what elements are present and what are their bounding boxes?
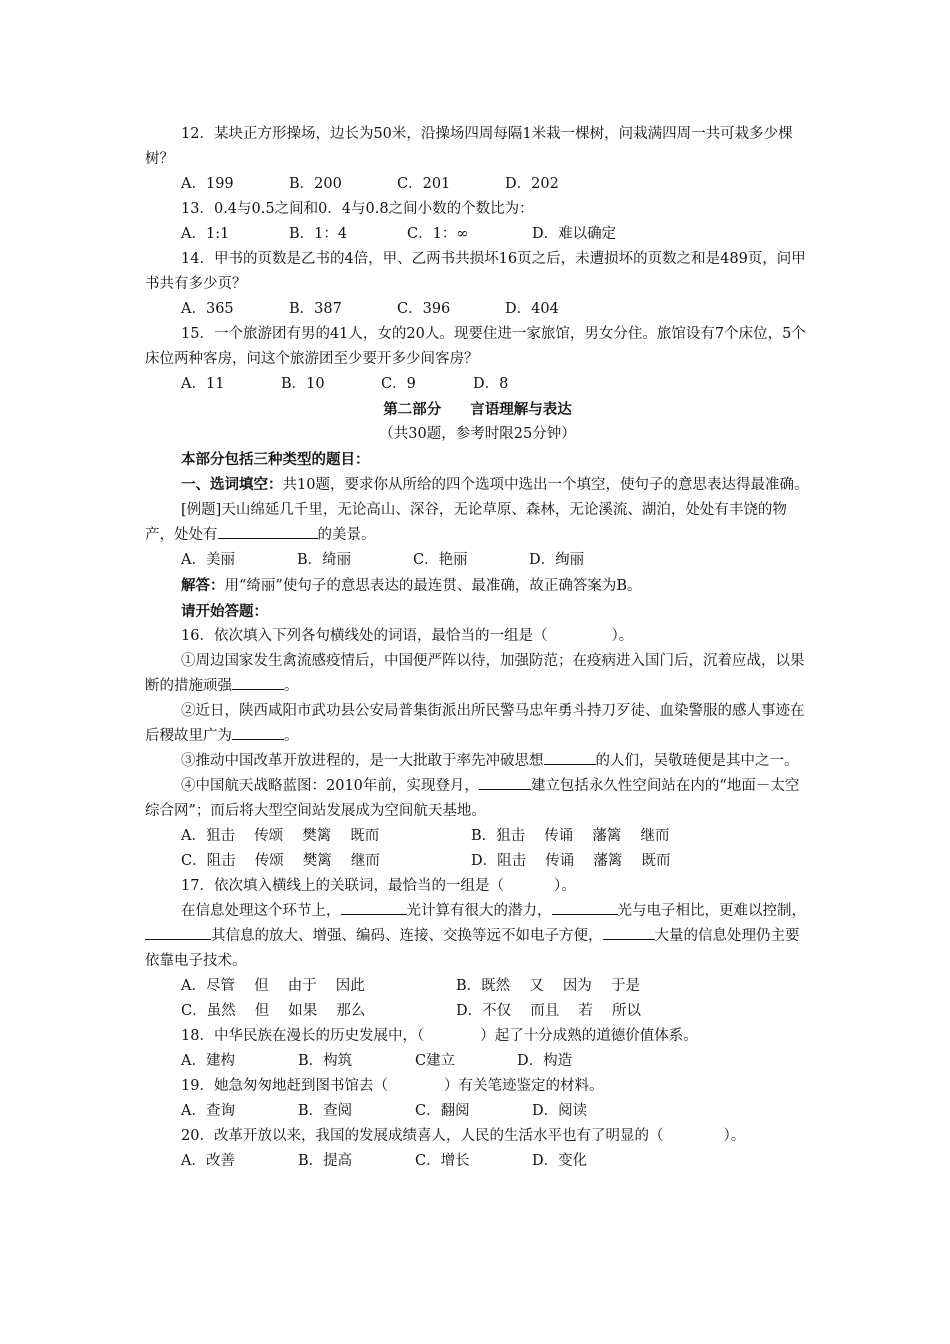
q17-option-c: C．虽然 但 如果 那么 <box>181 1003 366 1019</box>
example-option-c: C．艳丽 <box>413 552 468 568</box>
example-blank <box>218 523 318 539</box>
q17-stem <box>145 874 810 899</box>
start-prompt: 请开始答题： <box>181 603 268 620</box>
q13-option-d: D．难以确定 <box>532 226 617 242</box>
q19-option-c: C．翻阅 <box>415 1103 470 1119</box>
type1-description <box>145 472 810 498</box>
section-intro: 本部分包括三种类型的题目： <box>181 451 370 468</box>
q12-stem: 12．某块正方形操场，边长为50米，沿操场四周每隔1米栽一棵树，问栽满四周一共可栽多少棵树？ <box>145 126 793 167</box>
q20-stem-end: ）。 <box>723 1128 746 1144</box>
q18-stem <box>145 1024 810 1049</box>
q17-options-row-2 <box>145 999 810 1024</box>
q16-s3-blank <box>544 749 596 765</box>
example-answer <box>145 573 810 599</box>
q14-stem: 14．甲书的页数是乙书的4倍，甲、乙两书共损坏16页之后，未遭损坏的页数之和是489页，问甲书共有多少页？ <box>145 251 806 292</box>
q16-s4-end: 建立包括永久性空间站在内的“地面－太空综合网”；而后将大型空间站发展成为空间航天基地。 <box>145 778 800 819</box>
q16-s4-blank <box>479 774 531 790</box>
type1-label: 一、选词填空： <box>181 476 283 493</box>
example-options <box>145 548 810 573</box>
q16-options-row-1 <box>145 824 810 849</box>
q17-stem-text: 17．依次填入横线上的关联词，最恰当的一组是（ <box>181 878 504 894</box>
q15-option-b: B．10 <box>281 376 325 392</box>
q16-stem-end: ）。 <box>611 628 634 644</box>
q12-option-c: C．201 <box>397 176 451 192</box>
q17-blank-2 <box>552 899 618 915</box>
q17-stem-end: ）。 <box>553 878 576 894</box>
q19-stem <box>145 1074 810 1099</box>
q19-option-d: D．阅读 <box>532 1103 588 1119</box>
q16-s1-end: 。 <box>284 678 299 694</box>
q16-stem-text: 16．依次填入下列各句横线处的词语，最恰当的一组是（ <box>181 628 548 644</box>
q16-s1-blank <box>232 674 284 690</box>
q15-options <box>145 372 810 397</box>
q14-options <box>145 297 810 322</box>
q17-option-a: A．尽管 但 由于 因此 <box>181 978 365 994</box>
q15-stem: 15．一个旅游团有男的41人，女的20人。现要住进一家旅馆，男女分住。旅馆设有7个床位，5个床位两种客房，问这个旅游团至少要开多少间客房？ <box>145 326 806 367</box>
q12-option-d: D．202 <box>505 176 559 192</box>
q17-options-row-1 <box>145 974 810 999</box>
type1-text: 共10题，要求你从所给的四个选项中选出一个填空，使句子的意思表达得最准确。 <box>282 477 809 493</box>
q18-stem-text: 18．中华民族在漫长的历史发展中，（ <box>181 1028 425 1044</box>
q16-stem <box>145 624 810 649</box>
q19-stem-text: 19．她急匆匆地赶到图书馆去（ <box>181 1078 388 1094</box>
q12-options <box>145 172 810 197</box>
example-option-a: A．美丽 <box>181 552 235 568</box>
q20-option-a: A．改善 <box>181 1153 235 1169</box>
q20-option-d: D．变化 <box>532 1153 588 1169</box>
q16-s2-blank <box>232 724 284 740</box>
q17-text-4: 其信息的放大、增强、编码、连接、交换等远不如电子方便， <box>211 928 603 944</box>
q13-options <box>145 222 810 247</box>
q16-sentence-1 <box>145 649 810 699</box>
document-page <box>145 122 810 1174</box>
q18-option-a: A．建构 <box>181 1053 235 1069</box>
q13-option-c: C．1：∞ <box>407 226 469 242</box>
q14-option-b: B．387 <box>289 301 342 317</box>
answer-label: 解答： <box>181 577 225 594</box>
q17-blank-3 <box>145 924 211 940</box>
example-text-b: 的美景。 <box>317 527 376 543</box>
q19-options <box>145 1099 810 1124</box>
section-title: 第二部分 言语理解与表达 <box>383 401 572 418</box>
q17-text-5: 大量的信息处理仍主要依靠电子技术。 <box>145 928 800 969</box>
q13-option-b: B．1：4 <box>289 226 348 242</box>
q16-s2-end: 。 <box>284 728 299 744</box>
q18-options <box>145 1049 810 1074</box>
q16-s2-text: ②近日，陕西咸阳市武功县公安局普集街派出所民警马忠年勇斗持刀歹徒、血染警服的感人事迹在后稷故里广为 <box>145 703 805 744</box>
q13-stem: 13．0.4与0.5之间和0．4与0.8之间小数的个数比为： <box>181 201 534 217</box>
q19-stem-end: ）有关笔迹鉴定的材料。 <box>443 1078 604 1094</box>
q12-option-b: B．200 <box>289 176 342 192</box>
example-option-d: D．绚丽 <box>529 552 585 568</box>
q16-s3-end: 的人们，吴敬琏便是其中之一。 <box>595 753 799 769</box>
example-text-a: 天山绵延几千里，无论高山、深谷，无论草原、森林，无论溪流、湖泊，处处有丰饶的物产，处处有 <box>145 502 787 543</box>
q17-text-1: 在信息处理这个环节上， <box>181 903 341 919</box>
q14-option-a: A．365 <box>181 301 234 317</box>
q20-stem <box>145 1124 810 1149</box>
example-label: [例题] <box>181 502 222 518</box>
q15-option-d: D．8 <box>473 376 509 392</box>
q18-option-b: B．构筑 <box>298 1053 353 1069</box>
example <box>145 498 810 548</box>
q16-option-a: A．狙击 传颂 樊篱 既而 <box>181 828 380 844</box>
q16-s4-text: ④中国航天战略蓝图：2010年前，实现登月， <box>181 778 479 794</box>
q15-option-a: A．11 <box>181 376 225 392</box>
q16-sentence-4 <box>145 774 810 824</box>
q17-option-b: B．既然 又 因为 于是 <box>456 978 640 994</box>
q16-s3-text: ③推动中国改革开放进程的，是一大批敢于率先冲破思想 <box>181 753 544 769</box>
q15-option-c: C．9 <box>381 376 416 392</box>
q14-option-c: C．396 <box>397 301 451 317</box>
q17-passage <box>145 899 810 974</box>
q16-options-row-2 <box>145 849 810 874</box>
example-option-b: B．绮丽 <box>297 552 352 568</box>
q20-stem-text: 20．改革开放以来，我国的发展成绩喜人，人民的生活水平也有了明显的（ <box>181 1128 664 1144</box>
q12-option-a: A．199 <box>181 176 234 192</box>
q17-option-d: D．不仅 而且 若 所以 <box>456 1003 641 1019</box>
q18-option-c: C建立 <box>415 1053 456 1069</box>
q18-stem-end: ）起了十分成熟的道德价值体系。 <box>480 1028 698 1044</box>
q19-option-b: B．查阅 <box>298 1103 353 1119</box>
q19-option-a: A．查询 <box>181 1103 235 1119</box>
q16-sentence-2 <box>145 699 810 749</box>
q17-text-2: 光计算有很大的潜力， <box>406 903 552 919</box>
q16-option-b: B．狙击 传诵 藩篱 继而 <box>471 828 670 844</box>
section-subtitle: （共30题，参考时限25分钟） <box>379 426 576 442</box>
q18-option-d: D．构造 <box>517 1053 573 1069</box>
q14-option-d: D．404 <box>505 301 559 317</box>
q17-blank-1 <box>341 899 407 915</box>
q20-options <box>145 1149 810 1174</box>
q16-option-d: D．阻击 传诵 藩篱 既而 <box>471 853 671 869</box>
q20-option-c: C．增长 <box>415 1153 470 1169</box>
q16-option-c: C．阻击 传颂 樊篱 继而 <box>181 853 380 869</box>
q16-s1-text: ①周边国家发生禽流感疫情后，中国便严阵以待，加强防范；在疫病进入国门后，沉着应战，以果断的措施顽强 <box>145 653 805 694</box>
q20-option-b: B．提高 <box>298 1153 353 1169</box>
q17-blank-4 <box>603 924 655 940</box>
q17-text-3: 光与电子相比，更难以控制， <box>617 903 806 919</box>
q13-option-a: A．1:1 <box>181 226 230 242</box>
q16-sentence-3 <box>145 749 810 774</box>
answer-text: 用“绮丽”使句子的意思表达的最连贯、最准确，故正确答案为B。 <box>224 578 642 594</box>
